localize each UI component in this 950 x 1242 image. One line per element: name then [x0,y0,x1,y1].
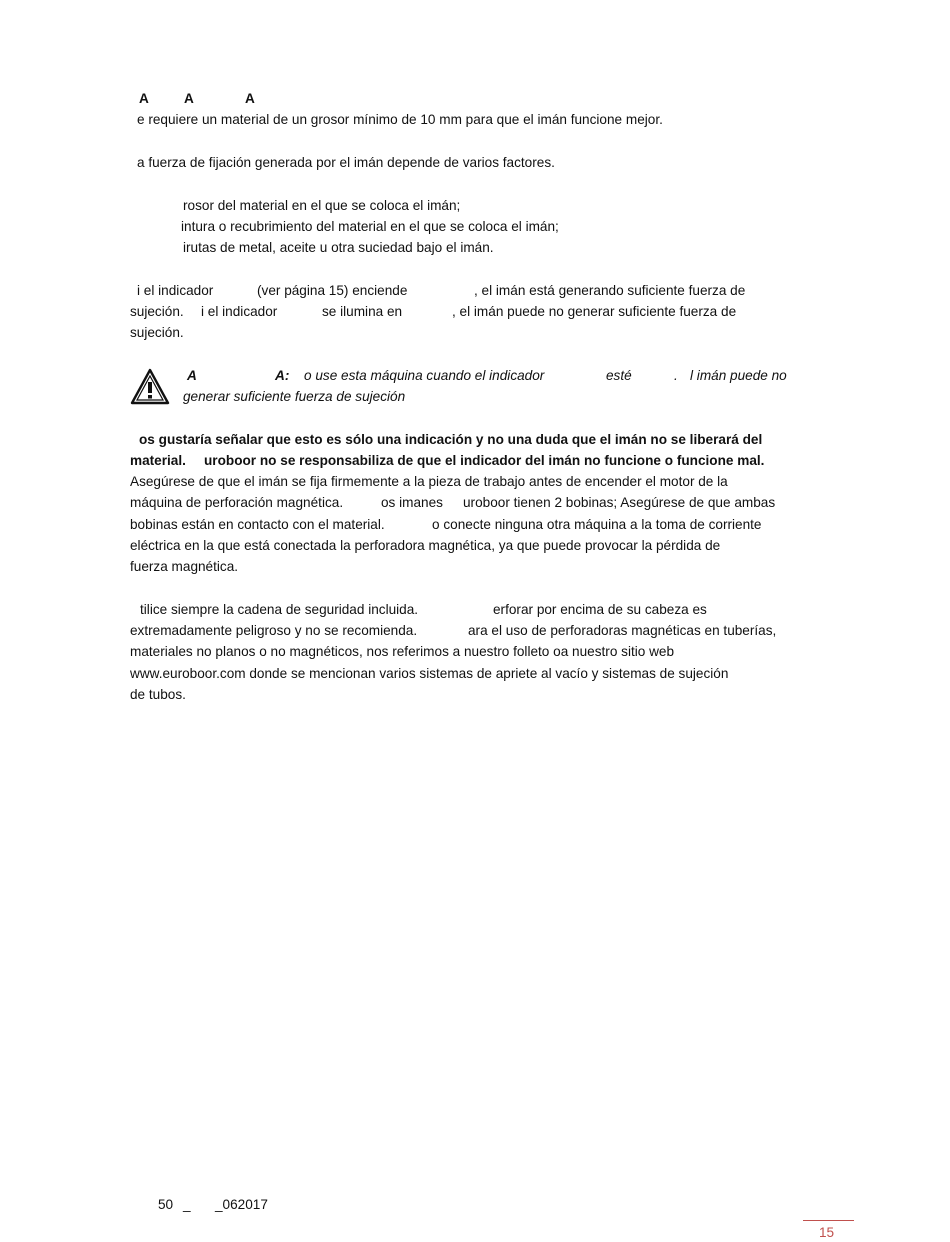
indicator-text: i el indicador [201,304,278,319]
factor-item: rosor del material en el que se coloca el imán; [183,198,461,213]
factor-item: irutas de metal, aceite u otra suciedad bajo el imán. [183,240,494,255]
body-text: o conecte ninguna otra máquina a la toma de corriente [432,517,762,532]
body-text: máquina de perforación magnética. [130,495,344,510]
indicator-text: sujeción. [130,325,184,340]
heading-letter: A [184,91,194,106]
safety-text: materiales no planos o no magnéticos, nos referimos a nuestro folleto oa nuestro sitio web [130,644,675,659]
indicator-text: , el imán puede no generar suficiente fuerza de [452,304,737,319]
body-text: os imanes [381,495,443,510]
indicator-text: sujeción. [130,304,184,319]
warning-label: A [187,368,197,383]
safety-text: ara el uso de perforadoras magnéticas en tuberías, [468,623,777,638]
page-number-rule [803,1220,854,1221]
heading-letter: A [139,91,149,106]
footer-code: 50 [158,1197,174,1212]
footer-code: _062017 [215,1197,268,1212]
indicator-text: i el indicador [137,283,214,298]
safety-text: erforar por encima de su cabeza es [493,602,707,617]
body-text: uroboor tienen 2 bobinas; Asegúrese de que ambas [463,495,776,510]
warning-text: . [674,368,678,383]
body-text: bobinas están en contacto con el material. [130,517,385,532]
body-text: Asegúrese de que el imán se fija firmemente a la pieza de trabajo antes de encender el motor de la [130,474,728,489]
indicator-text: , el imán está generando suficiente fuerza de [474,283,746,298]
indicator-text: (ver página 15) enciende [257,283,408,298]
factor-item: intura o recubrimiento del material en el que se coloca el imán; [181,219,559,234]
footer-code: _ [183,1197,191,1212]
warning-text: esté [606,368,632,383]
safety-text: extremadamente peligroso y no se recomienda. [130,623,418,638]
indicator-text: se ilumina en [322,304,403,319]
warning-text: l imán puede no [690,368,787,383]
paragraph-factors: a fuerza de fijación generada por el imán depende de varios factores. [137,155,555,170]
body-text: eléctrica en la que está conectada la perforadora magnética, ya que puede provocar la pérdida de [130,538,721,553]
warning-triangle-icon [130,368,170,406]
body-text: fuerza magnética. [130,559,239,574]
disclaimer-text: material. [130,453,186,468]
heading-letter: A [245,91,255,106]
safety-text: de tubos. [130,687,186,702]
safety-text: tilice siempre la cadena de seguridad incluida. [140,602,419,617]
safety-text: www.euroboor.com donde se mencionan varios sistemas de apriete al vacío y sistemas de sujeción [130,666,729,681]
warning-label: A: [275,368,290,383]
paragraph-thickness: e requiere un material de un grosor mínimo de 10 mm para que el imán funcione mejor. [137,112,663,127]
warning-text: o use esta máquina cuando el indicador [304,368,545,383]
warning-text: generar suficiente fuerza de sujeción [183,389,406,404]
disclaimer-text: uroboor no se responsabiliza de que el indicador del imán no funcione o funcione mal. [204,453,765,468]
disclaimer-text: os gustaría señalar que esto es sólo una indicación y no una duda que el imán no se liberará del [139,432,763,447]
page-number: 15 [819,1225,835,1240]
